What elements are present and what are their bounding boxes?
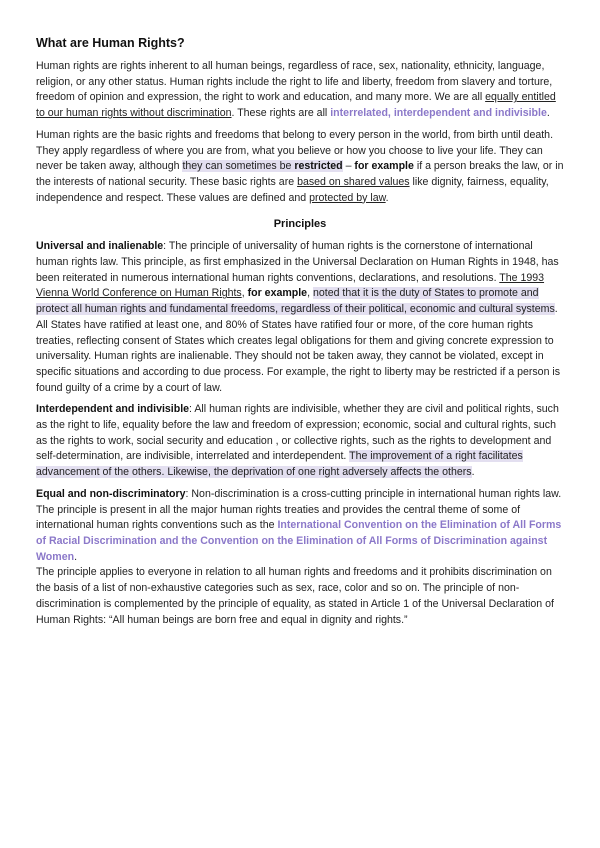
principles-heading: Principles [273, 218, 327, 231]
principle-equal-continued: The principle applies to everyone in relation to all human rights and freedoms and it prohibits discrimination on the basis of a list of non-exhaustive categories such as sex, race, color and so on. The principle of non-discrimination is complemented by the principle of equality, as stated in Article 1 of the Universal Declaration of Human Rights: “All human beings are born free and equal in dignity and rights.” [36, 566, 554, 626]
bold-phrase: for example [354, 160, 414, 173]
underlined-phrase: protected by law [309, 191, 386, 204]
principle-universal: Universal and inalienable: The principle of universality of human rights is the cornerstone of international human rights law. This principle, as first emphasized in the Universal Declaration on Human Rights in 1948, has been reiterated in numerous international human rights conventions, declarations, and resolutions. The 1993 Vienna World Conference on Human Rights, for example, noted that it is the duty of States to promote and protect all human rights and fundamental freedoms, regardless of their political, economic and cultural systems. All States have ratified at least one, and 80% of States have ratified four or more, of the core human rights treaties, reflecting consent of States which creates legal obligations for them and giving concrete expression to universality. Human rights are inalienable. They should not be taken away, they cannot be violated, except in specific situations and according to due process. For example, the right to liberty may be restricted if a person is found guilty of a crime by a court of law. [36, 240, 561, 394]
intro-paragraph-1: Human rights are rights inherent to all human beings, regardless of race, sex, nationality, ethnicity, language, religion, or any other status. Human rights include the right to life and liberty, freedom from slavery and torture, freedom of opinion and expression, the right to work and education, and many more. We are all equally entitled to our human rights without discrimination. These rights are all interrelated, interdependent and indivisible. [36, 60, 556, 120]
principle-equal: Equal and non-discriminatory: Non-discrimination is a cross-cutting principle in international human rights law. The principle is present in all the major human rights treaties and provides the central theme of some of international human rights conventions such as the International Convention on the Elimination of All Forms of Racial Discrimination and the Convention on the Elimination of All Forms of Discrimination against Women. [36, 487, 562, 563]
highlighted-phrase: The improvement of a right facilitates advancement of the others. Likewise, the deprivation of one right adversely affects the others [36, 450, 523, 479]
underlined-phrase: The 1993 Vienna World Conference on Human Rights [36, 271, 545, 300]
principle-interdependent: Interdependent and indivisible: All human rights are indivisible, whether they are civil and political rights, such as the right to life, equality before the law and freedom of expression; economic, social and cultural rights, such as the rights to work, social security and education , or collective rights, such as the rights to development and self-determination, are indivisible, interrelated and interdependent. The improvement of a right facilitates advancement of the others. Likewise, the deprivation of one right adversely affects the others. [36, 403, 559, 479]
highlighted-bold-phrase: restricted [294, 160, 343, 173]
page-title: What are Human Rights? [36, 36, 185, 50]
bold-phrase: for example [247, 287, 308, 300]
principle-label: Universal and inalienable [36, 240, 164, 253]
underlined-phrase: based on shared values [297, 175, 410, 188]
highlighted-phrase: noted that it is the duty of States to promote and protect all human rights and fundamental freedoms, regardless of their political, economic and cultural systems [36, 287, 555, 316]
principle-label: Interdependent and indivisible [36, 403, 190, 416]
intro-paragraph-2: Human rights are the basic rights and freedoms that belong to every person in the world, from birth until death. They apply regardless of where you are from, what you believe or how you choose to live your life. They can never be taken away, although they can sometimes be restricted – for example if a person breaks the law, or in the interests of national security. These basic rights are based on shared values like dignity, fairness, equality, independence and respect. These values are defined and protected by law. [36, 128, 564, 204]
emphasis-phrase: interrelated, interdependent and indivisible [330, 107, 547, 120]
highlighted-phrase: they can sometimes be [182, 160, 295, 173]
underlined-phrase: equally entitled to our human rights without discrimination [36, 91, 556, 120]
principle-label: Equal and non-discriminatory [36, 487, 186, 500]
emphasis-phrase: International Convention on the Elimination of All Forms of Racial Discrimination and the Convention on the Elimination of All Forms of Discrimination against Women [36, 519, 562, 563]
